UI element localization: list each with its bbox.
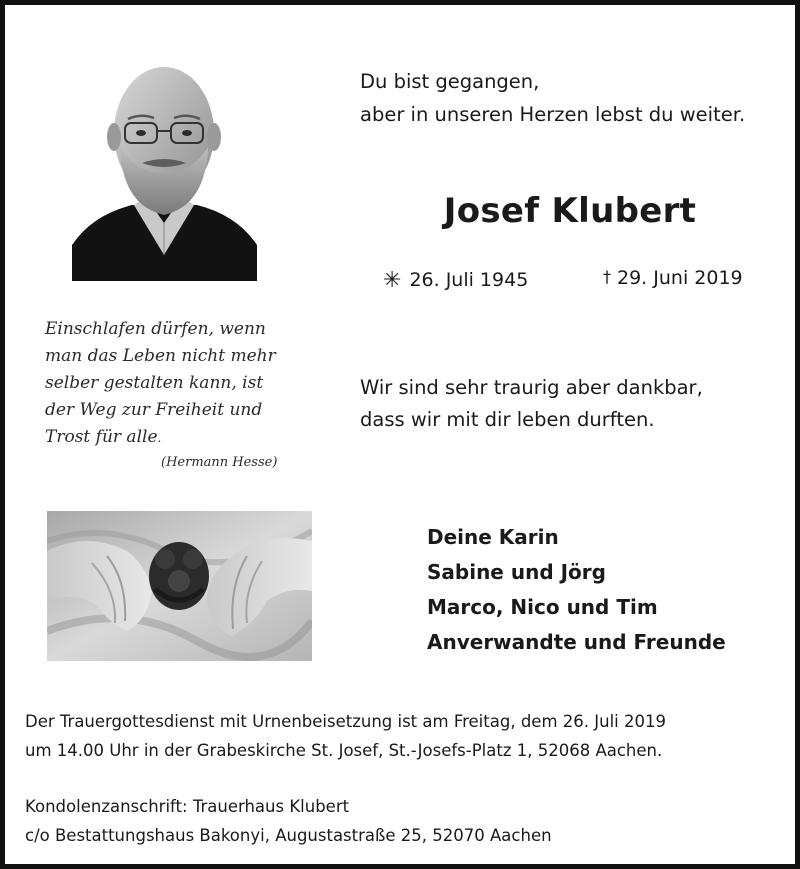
- death-date-group: [603, 267, 743, 289]
- hesse-quote-line-4: der Weg zur Freiheit und: [45, 400, 263, 420]
- hesse-quote-line-5: [45, 424, 325, 452]
- funeral-service-line-1: Der Trauergottesdienst mit Urnenbeisetzung ist am Freitag, dem 26. Juli 2019: [25, 712, 666, 731]
- cross-icon: †: [603, 267, 611, 286]
- opening-quote-line-2: aber in unseren Herzen lebst du weiter.: [360, 103, 746, 126]
- family-member-1: Deine Karin: [427, 525, 559, 549]
- family-member-3: Marco, Nico und Tim: [427, 595, 658, 619]
- family-list: [427, 520, 787, 660]
- hesse-quote-line-5-period: .: [157, 431, 162, 445]
- mourning-text: [360, 372, 790, 436]
- funeral-service-info: [25, 707, 795, 765]
- hands-photo: [47, 511, 312, 661]
- birth-date-group: [383, 267, 528, 292]
- opening-quote: [360, 65, 790, 131]
- mourning-text-line-1: Wir sind sehr traurig aber dankbar,: [360, 376, 703, 399]
- mourning-text-line-2: dass wir mit dir leben durften.: [360, 408, 655, 431]
- hesse-quote-line-3: selber gestalten kann, ist: [45, 373, 264, 393]
- life-dates: [383, 267, 783, 297]
- asterisk-icon: ✳: [383, 268, 402, 293]
- condolence-address: [25, 792, 795, 850]
- condolence-address-line-1: Kondolenzanschrift: Trauerhaus Klubert: [25, 797, 350, 816]
- deceased-name: Josef Klubert: [443, 191, 697, 231]
- condolence-address-line-2: c/o Bestattungshaus Bakonyi, Augustastraße 25, 52070 Aachen: [25, 826, 552, 845]
- family-member-4: Anverwandte und Freunde: [427, 630, 726, 654]
- family-member-2: Sabine und Jörg: [427, 560, 606, 584]
- hesse-quote-line-1: Einschlafen dürfen, wenn: [45, 319, 266, 339]
- birth-date: 26. Juli 1945: [409, 269, 529, 291]
- hesse-quote: [45, 316, 325, 452]
- hesse-quote-line-5-text: Trost für alle: [45, 427, 158, 447]
- portrait-photo: [72, 55, 257, 281]
- opening-quote-line-1: Du bist gegangen,: [360, 70, 540, 93]
- hesse-quote-author: (Hermann Hesse): [161, 455, 278, 470]
- hesse-quote-line-2: man das Leben nicht mehr: [45, 346, 276, 366]
- funeral-service-line-2: um 14.00 Uhr in der Grabeskirche St. Josef, St.-Josefs-Platz 1, 52068 Aachen.: [25, 741, 663, 760]
- death-date: 29. Juni 2019: [617, 267, 743, 289]
